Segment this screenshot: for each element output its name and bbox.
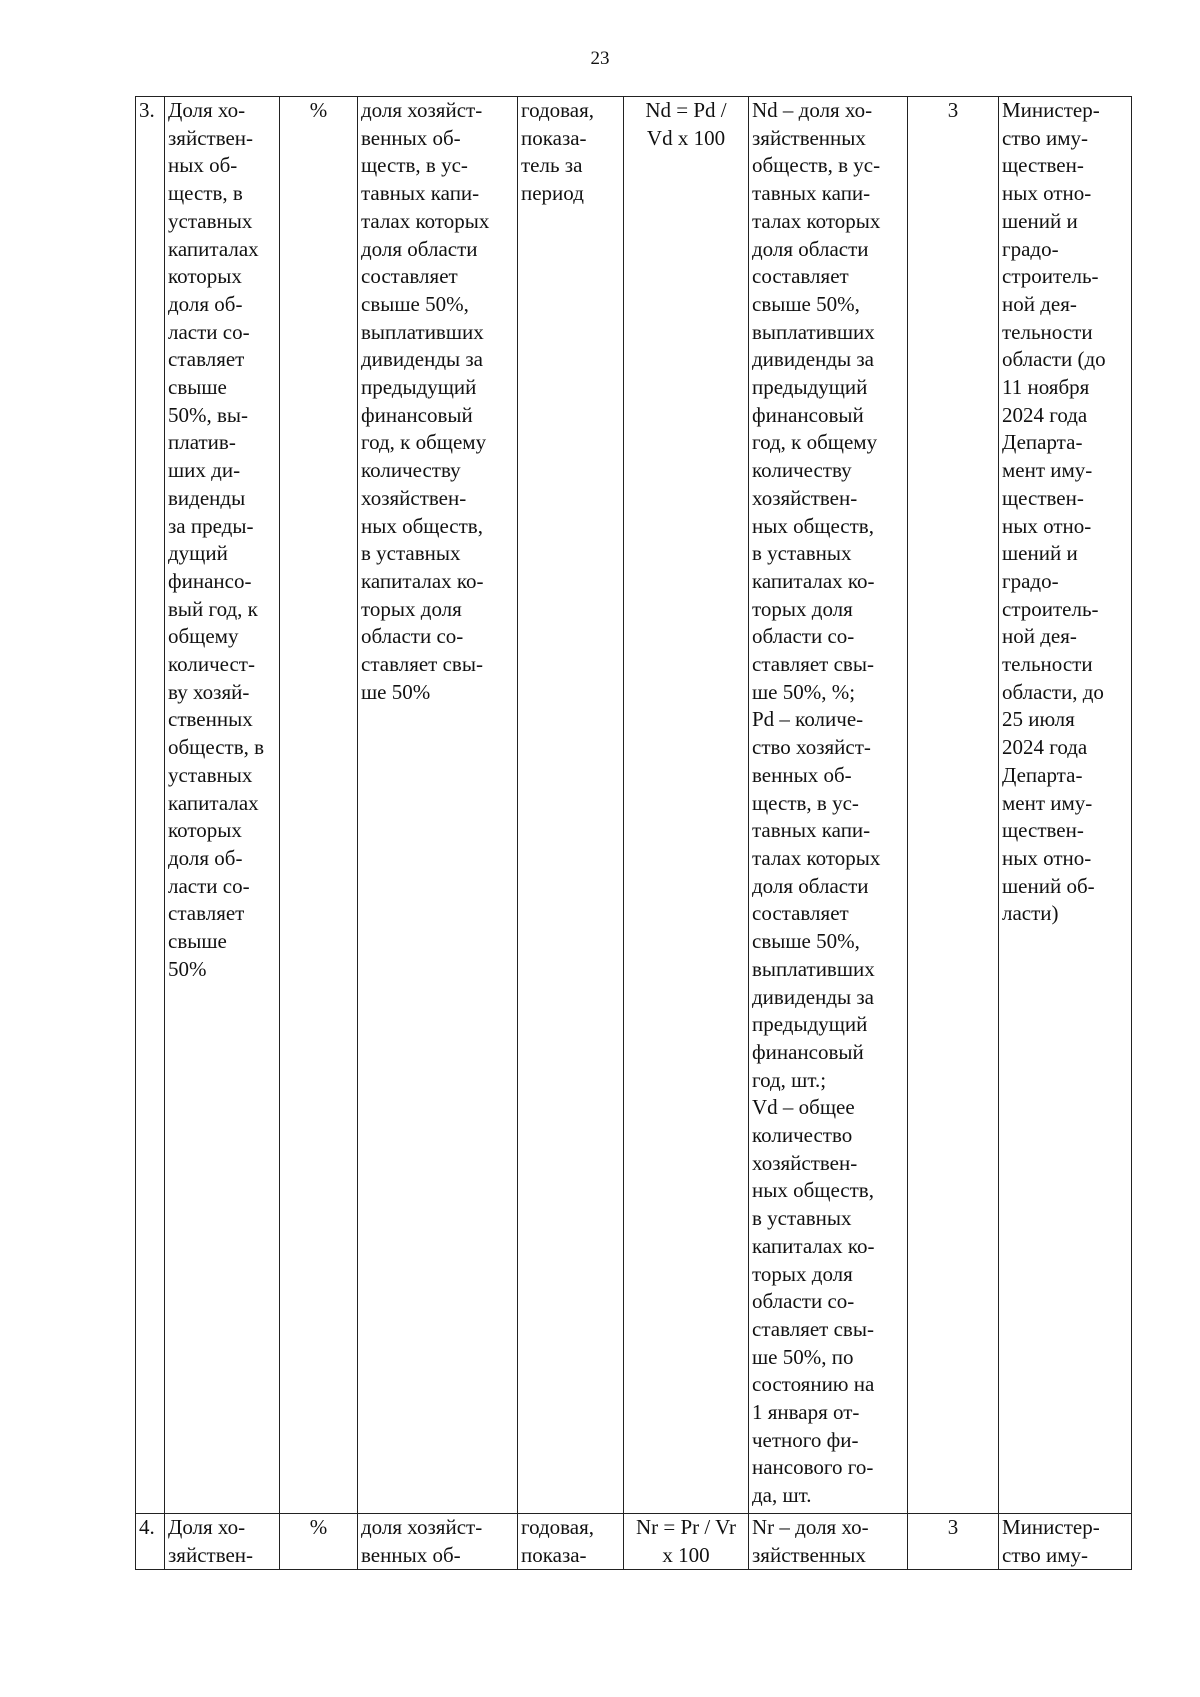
responsible-cell: Министер- ство иму-	[999, 1514, 1132, 1570]
definition-cell: доля хозяйст- венных об-	[358, 1514, 518, 1570]
indicators-table	[135, 96, 1132, 1570]
code-cell: 3	[908, 1514, 999, 1570]
definition-cell: доля хозяйст- венных об- ществ, в ус- тавных капи- талах которых доля области составляет свыше 50%, выплативших дивиденды за предыдущий финансовый год, к общему количеству хозяйствен- ных обществ, в уставных капиталах ко- торых доля области со- ставляет свы- ше 50%	[358, 97, 518, 1514]
row-number-cell: 3.	[136, 97, 165, 1514]
table-row	[136, 1514, 1132, 1570]
formula-cell: Nd = Pd / Vd х 100	[624, 97, 749, 1514]
period-cell: годовая, показа-	[518, 1514, 624, 1570]
unit-cell: %	[280, 97, 358, 1514]
row-number-cell: 4.	[136, 1514, 165, 1570]
unit-cell: %	[280, 1514, 358, 1570]
responsible-cell: Министер- ство иму- ществен- ных отно- шений и градо- строитель- ной дея- тельности области (до 11 ноября 2024 года Департа- мент иму- ществен- ных отно- шений и градо- строитель- ной дея- тельности области, до 25 июля 2024 года Департа- мент иму- ществен- ных отно- шений об- ласти)	[999, 97, 1132, 1514]
page-number: 23	[590, 48, 610, 69]
indicator-name-cell: Доля хо- зяйствен- ных об- ществ, в уставных капиталах которых доля об- ласти со- ставляет свыше 50%, вы- платив- ших ди- виденды за преды- дущий финансо- вый год, к общему количест- ву хозяй- ственных обществ, в уставных капиталах которых доля об- ласти со- ставляет свыше 50%	[165, 97, 280, 1514]
code-cell: 3	[908, 97, 999, 1514]
description-cell: Nr – доля хо- зяйственных	[749, 1514, 908, 1570]
table-row	[136, 97, 1132, 1514]
description-cell: Nd – доля хо- зяйственных обществ, в ус- тавных капи- талах которых доля области составляет свыше 50%, выплативших дивиденды за предыдущий финансовый год, к общему количеству хозяйствен- ных обществ, в уставных капиталах ко- торых доля области со- ставляет свы- ше 50%, %; Pd – количе- ство хозяйст- венных об- ществ, в ус- тавных капи- талах которых доля области составляет свыше 50%, выплативших дивиденды за предыдущий финансовый год, шт.; Vd – общее количество хозяйствен- ных обществ, в уставных капиталах ко- торых доля области со- ставляет свы- ше 50%, по состоянию на 1 января от- четного фи- нансового го- да, шт.	[749, 97, 908, 1514]
period-cell: годовая, показа- тель за период	[518, 97, 624, 1514]
formula-cell: Nr = Pr / Vr х 100	[624, 1514, 749, 1570]
indicator-name-cell: Доля хо- зяйствен-	[165, 1514, 280, 1570]
